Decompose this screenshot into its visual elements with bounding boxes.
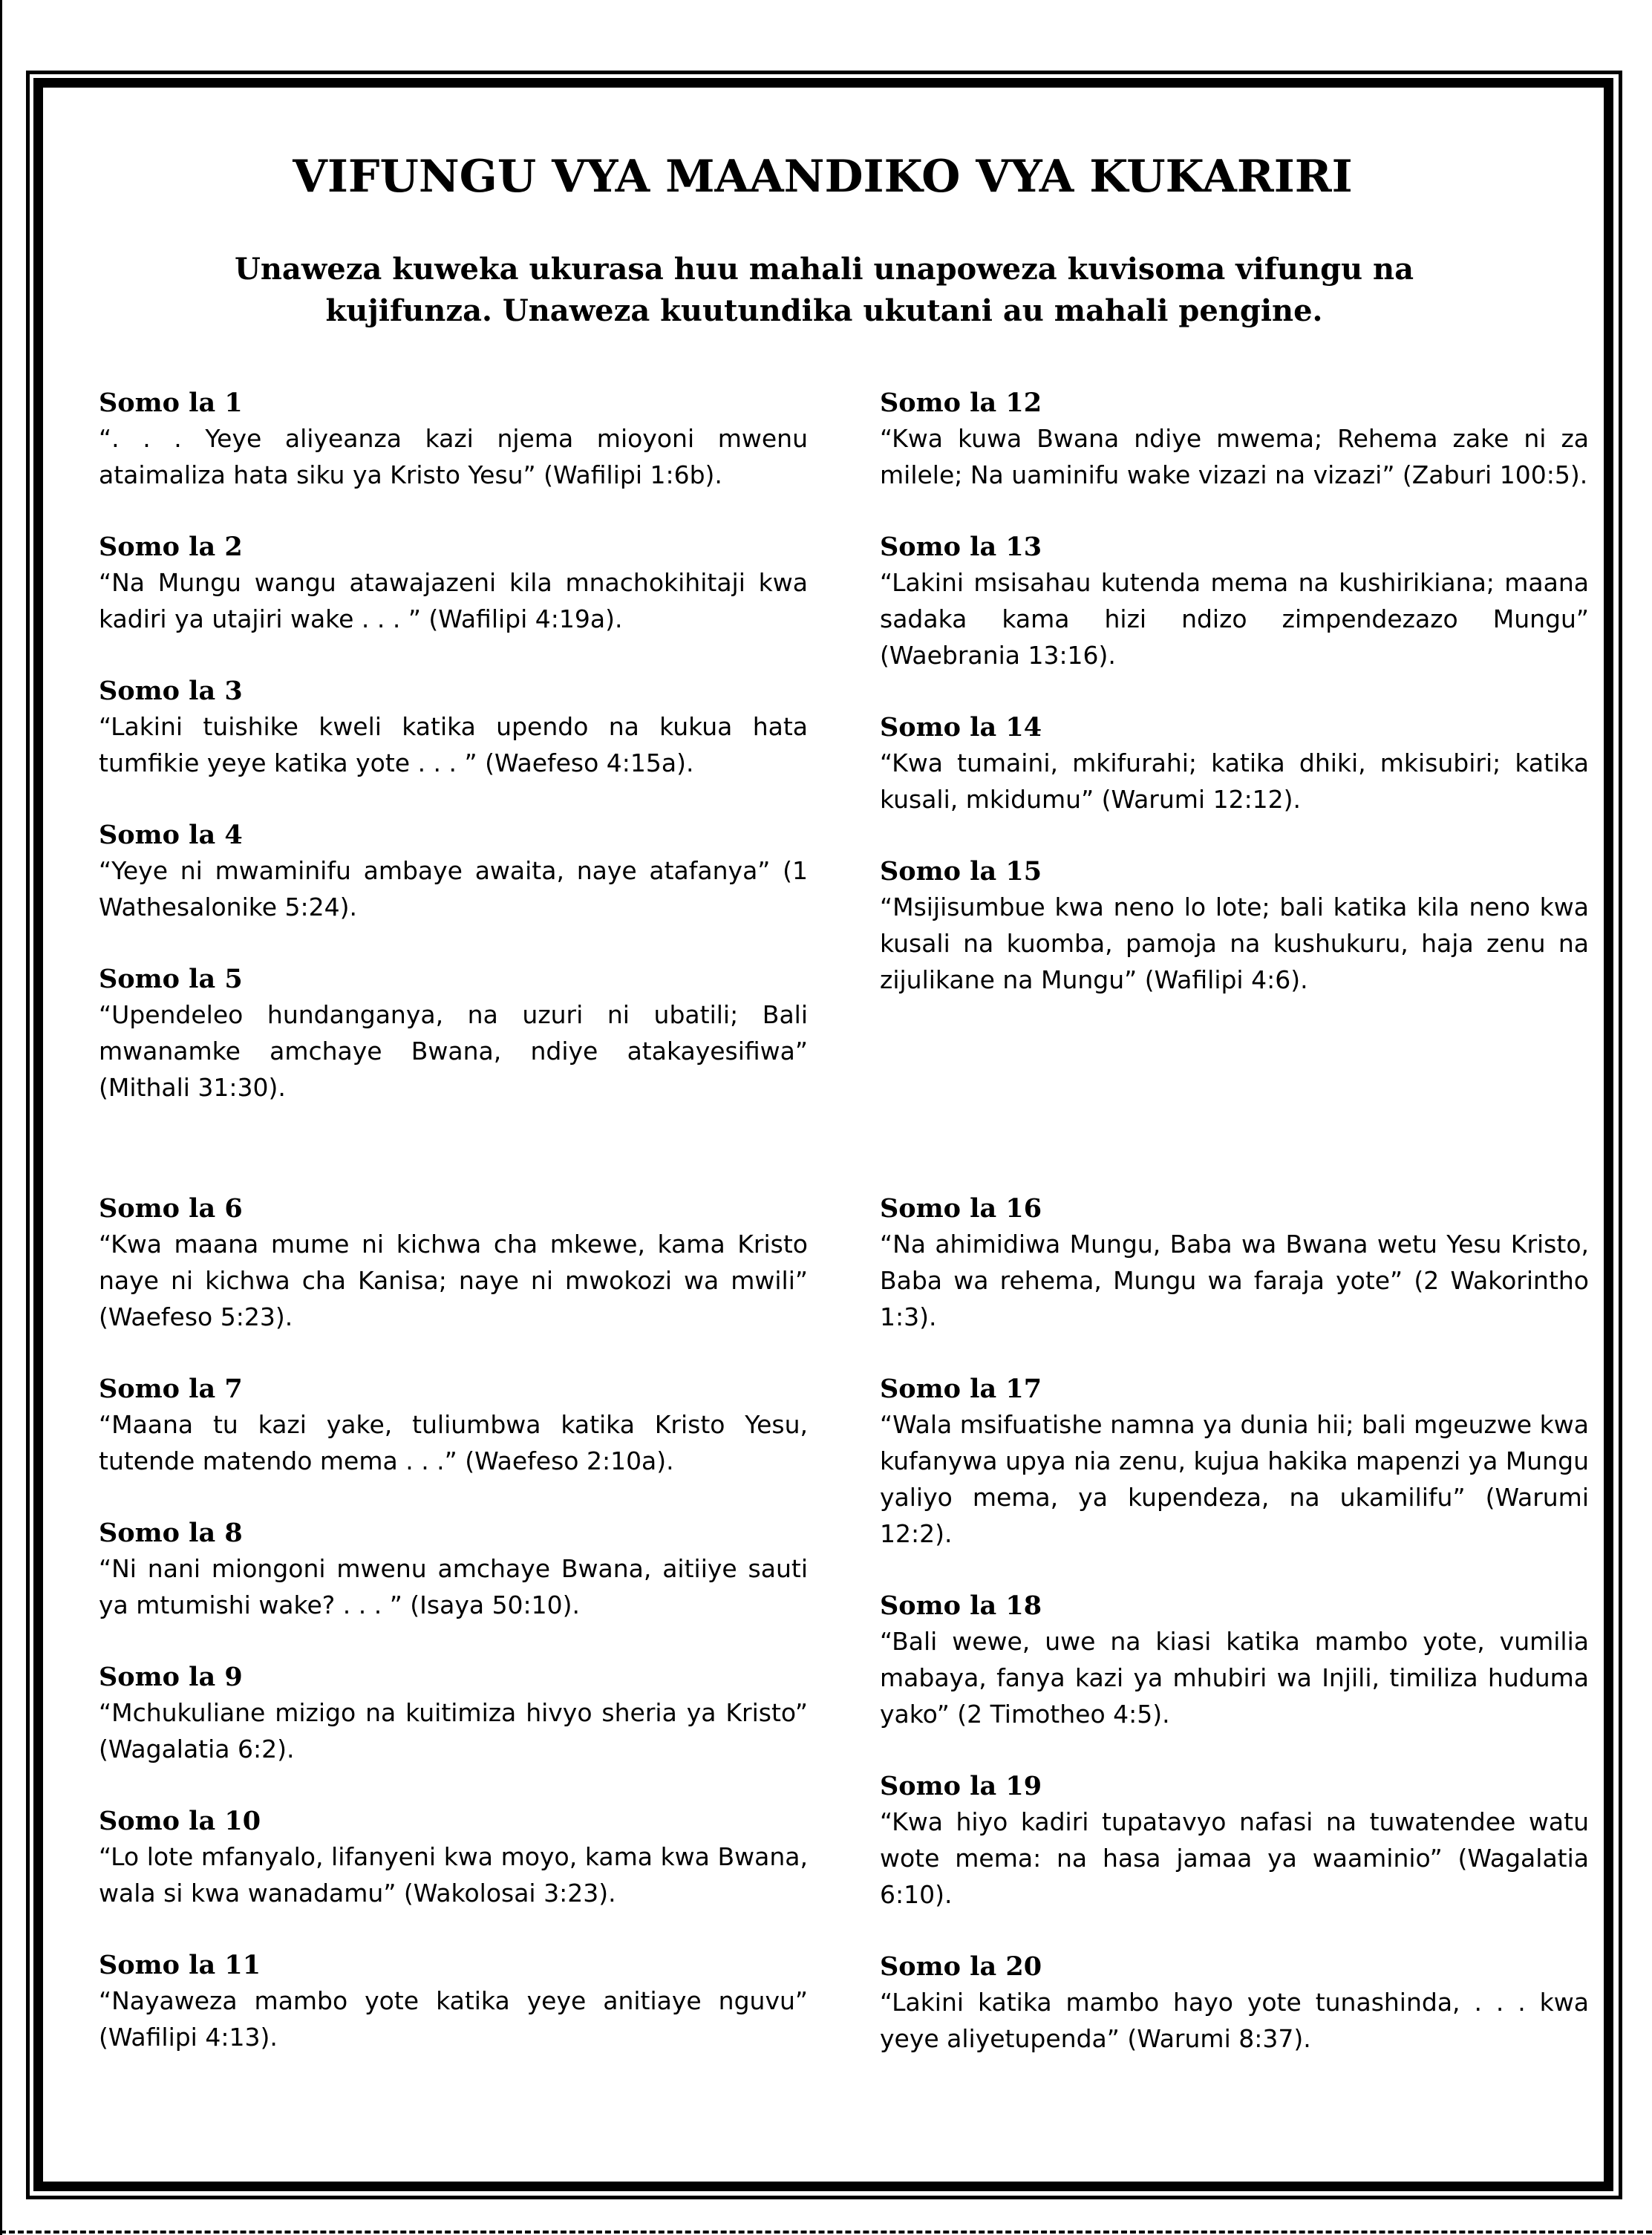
lesson-17 xyxy=(880,1372,1589,1552)
column-bottom-left xyxy=(99,1192,808,2092)
lesson-heading: Somo la 8 xyxy=(99,1518,243,1548)
lesson-18 xyxy=(880,1589,1589,1732)
lesson-heading: Somo la 7 xyxy=(99,1374,243,1404)
lesson-heading: Somo la 12 xyxy=(880,388,1042,418)
lesson-verse: “Lakini tuishike kweli katika upendo na kukua hata tumfikie yeye katika yote . . . ” (Waefeso 4:15a). xyxy=(99,712,808,777)
lesson-heading: Somo la 13 xyxy=(880,532,1042,562)
lesson-heading: Somo la 10 xyxy=(99,1806,261,1836)
lesson-8 xyxy=(99,1516,808,1623)
lesson-heading: Somo la 2 xyxy=(99,532,243,562)
lesson-verse: “Mchukuliane mizigo na kuitimiza hivyo sheria ya Kristo” (Wagalatia 6:2). xyxy=(99,1698,808,1763)
lesson-19 xyxy=(880,1769,1589,1913)
lesson-heading: Somo la 20 xyxy=(880,1951,1042,1982)
lesson-heading: Somo la 19 xyxy=(880,1771,1042,1801)
column-top-left xyxy=(99,386,808,1143)
lesson-heading: Somo la 15 xyxy=(880,856,1042,887)
lesson-3 xyxy=(99,674,808,781)
lesson-heading: Somo la 3 xyxy=(99,676,243,706)
lesson-heading: Somo la 11 xyxy=(99,1950,261,1980)
lesson-verse: “Nayaweza mambo yote katika yeye anitiaye nguvu” (Wafilipi 4:13). xyxy=(99,1986,808,2052)
page-title: VIFUNGU VYA MAANDIKO VYA KUKARIRI xyxy=(293,151,1353,203)
lesson-16 xyxy=(880,1192,1589,1335)
lesson-heading: Somo la 1 xyxy=(99,388,243,418)
lesson-verse: “Kwa hiyo kadiri tupatavyo nafasi na tuwatendee watu wote mema: na hasa jamaa ya waaminio” (Wagalatia 6:10). xyxy=(880,1807,1589,1909)
page-subtitle: Unaweza kuweka ukurasa huu mahali unapoweza kuvisoma vifungu na kujifunza. Unaweza kuutundika ukutani au mahali pengine. xyxy=(234,252,1414,328)
lesson-13 xyxy=(880,530,1589,673)
lesson-1 xyxy=(99,386,808,493)
column-top-right xyxy=(880,386,1589,1035)
lesson-4 xyxy=(99,818,808,925)
lesson-7 xyxy=(99,1372,808,1479)
lesson-verse: “Kwa tumaini, mkifurahi; katika dhiki, mkisubiri; katika kusali, mkidumu” (Warumi 12:12). xyxy=(880,748,1589,814)
lesson-verse: “Upendeleo hundanganya, na uzuri ni ubatili; Bali mwanamke amchaye Bwana, ndiye atakayesifiwa” (Mithali 31:30). xyxy=(99,1000,808,1102)
lesson-heading: Somo la 5 xyxy=(99,964,243,994)
lesson-10 xyxy=(99,1804,808,1911)
lesson-verse: “Ni nani miongoni mwenu amchaye Bwana, aitiiye sauti ya mtumishi wake? . . . ” (Isaya 50:10). xyxy=(99,1554,808,1619)
lesson-heading: Somo la 4 xyxy=(99,820,243,850)
lesson-5 xyxy=(99,962,808,1106)
lesson-11 xyxy=(99,1948,808,2055)
lesson-verse: “Bali wewe, uwe na kiasi katika mambo yote, vumilia mabaya, fanya kazi ya mhubiri wa Injili, timiliza huduma yako” (2 Timotheo 4:5). xyxy=(880,1627,1589,1729)
scan-edge-bottom xyxy=(0,2231,1652,2234)
lesson-verse: “Maana tu kazi yake, tuliumbwa katika Kristo Yesu, tutende matendo mema . . .” (Waefeso 2:10a). xyxy=(99,1410,808,1475)
lesson-20 xyxy=(880,1950,1589,2057)
lesson-verse: “Na ahimidiwa Mungu, Baba wa Bwana wetu Yesu Kristo, Baba wa rehema, Mungu wa faraja yote” (2 Wakorintho 1:3). xyxy=(880,1230,1589,1331)
lesson-heading: Somo la 14 xyxy=(880,712,1042,743)
lesson-verse: “Kwa kuwa Bwana ndiye mwema; Rehema zake ni za milele; Na uaminifu wake vizazi na vizazi” (Zaburi 100:5). xyxy=(880,424,1589,489)
column-bottom-right xyxy=(880,1192,1589,2094)
lesson-14 xyxy=(880,711,1589,818)
lesson-verse: “Lakini katika mambo hayo yote tunashinda, . . . kwa yeye aliyetupenda” (Warumi 8:37). xyxy=(880,1988,1589,2053)
lesson-verse: “Wala msifuatishe namna ya dunia hii; bali mgeuzwe kwa kufanywa upya nia zenu, kujua hakika mapenzi ya Mungu yaliyo mema, ya kupendeza, na ukamilifu” (Warumi 12:2). xyxy=(880,1410,1589,1548)
lesson-verse: “Lakini msisahau kutenda mema na kushirikiana; maana sadaka kama hizi ndizo zimpendezazo Mungu” (Waebrania 13:16). xyxy=(880,568,1589,670)
lesson-heading: Somo la 6 xyxy=(99,1193,243,1224)
lesson-verse: “Na Mungu wangu atawajazeni kila mnachokihitaji kwa kadiri ya utajiri wake . . . ” (Wafilipi 4:19a). xyxy=(99,568,808,633)
lesson-2 xyxy=(99,530,808,637)
lesson-12 xyxy=(880,386,1589,493)
lesson-heading: Somo la 17 xyxy=(880,1374,1042,1404)
lesson-heading: Somo la 9 xyxy=(99,1662,243,1692)
lesson-verse: “Msijisumbue kwa neno lo lote; bali katika kila neno kwa kusali na kuomba, pamoja na kushukuru, haja zenu na zijulikane na Mungu” (Wafilipi 4:6). xyxy=(880,893,1589,994)
scan-edge-left xyxy=(0,0,2,2235)
lesson-9 xyxy=(99,1660,808,1767)
lesson-heading: Somo la 16 xyxy=(880,1193,1042,1224)
lesson-verse: “Lo lote mfanyalo, lifanyeni kwa moyo, kama kwa Bwana, wala si kwa wanadamu” (Wakolosai 3:23). xyxy=(99,1842,808,1908)
lesson-verse: “Kwa maana mume ni kichwa cha mkewe, kama Kristo naye ni kichwa cha Kanisa; naye ni mwokozi wa mwili” (Waefeso 5:23). xyxy=(99,1230,808,1331)
lesson-verse: “Yeye ni mwaminifu ambaye awaita, naye atafanya” (1 Wathesalonike 5:24). xyxy=(99,856,808,921)
lesson-verse: “. . . Yeye aliyeanza kazi njema mioyoni mwenu ataimaliza hata siku ya Kristo Yesu” (Wafilipi 1:6b). xyxy=(99,424,808,489)
lesson-heading: Somo la 18 xyxy=(880,1590,1042,1621)
lesson-15 xyxy=(880,855,1589,998)
lesson-6 xyxy=(99,1192,808,1335)
